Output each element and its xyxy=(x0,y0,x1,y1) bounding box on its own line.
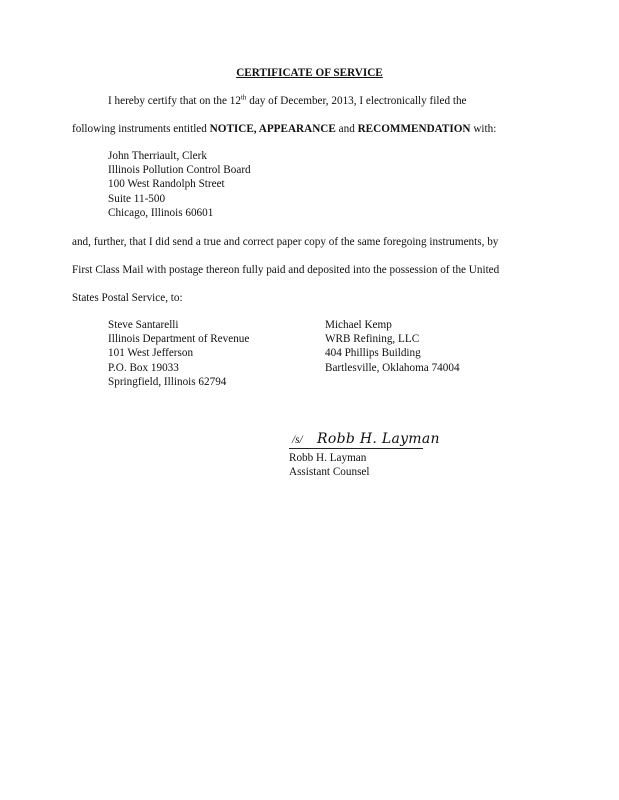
signature-line xyxy=(289,431,440,449)
address-line: Michael Kemp xyxy=(325,319,392,331)
clerk-address xyxy=(108,149,251,220)
instruments-bold-1: NOTICE, APPEARANCE xyxy=(209,123,336,135)
signer-block xyxy=(289,451,370,479)
address-line: 100 West Randolph Street xyxy=(108,178,225,191)
service-line-2: First Class Mail with postage thereon fully paid and deposited into the possession of the United xyxy=(72,264,500,276)
instruments-lead: following instruments entitled xyxy=(72,123,210,135)
address-line: Illinois Pollution Control Board xyxy=(108,164,251,177)
address-line: Bartlesville, Oklahoma 74004 xyxy=(325,361,460,374)
address-line: Springfield, Illinois 62794 xyxy=(108,375,227,388)
signer-name: Robb H. Layman xyxy=(289,452,367,464)
instruments-line xyxy=(72,122,496,136)
address-line: 404 Phillips Building xyxy=(325,347,421,360)
signer-role: Assistant Counsel xyxy=(289,466,370,479)
service-line-3: States Postal Service, to: xyxy=(72,292,183,304)
instruments-mid: and xyxy=(335,123,358,135)
address-line: WRB Refining, LLC xyxy=(325,333,420,346)
instruments-bold-2: RECOMMENDATION xyxy=(357,123,471,135)
address-line: Chicago, Illinois 60601 xyxy=(108,206,214,219)
certify-ordinal: th xyxy=(240,93,247,102)
page-title: CERTIFICATE OF SERVICE xyxy=(236,67,383,79)
address-line: Steve Santarelli xyxy=(108,319,179,331)
signature-script: Robb H. Layman xyxy=(317,431,440,447)
recipient-left-address xyxy=(108,318,249,389)
address-line: 101 West Jefferson xyxy=(108,347,194,360)
service-line-1: and, further, that I did send a true and correct paper copy of the same foregoing instruments, by xyxy=(72,236,499,248)
certify-line xyxy=(108,94,467,108)
address-line: John Therriault, Clerk xyxy=(108,150,207,162)
instruments-tail: with: xyxy=(470,123,497,135)
address-line: Suite 11-500 xyxy=(108,192,166,205)
certify-lead: I hereby certify that on the 12 xyxy=(108,95,241,107)
certify-rest: day of December, 2013, I electronically filed the xyxy=(246,95,467,107)
recipient-right-address xyxy=(325,318,460,375)
address-line: Illinois Department of Revenue xyxy=(108,333,250,346)
signature-prefix: /s/ xyxy=(292,434,303,446)
address-line: P.O. Box 19033 xyxy=(108,361,179,374)
